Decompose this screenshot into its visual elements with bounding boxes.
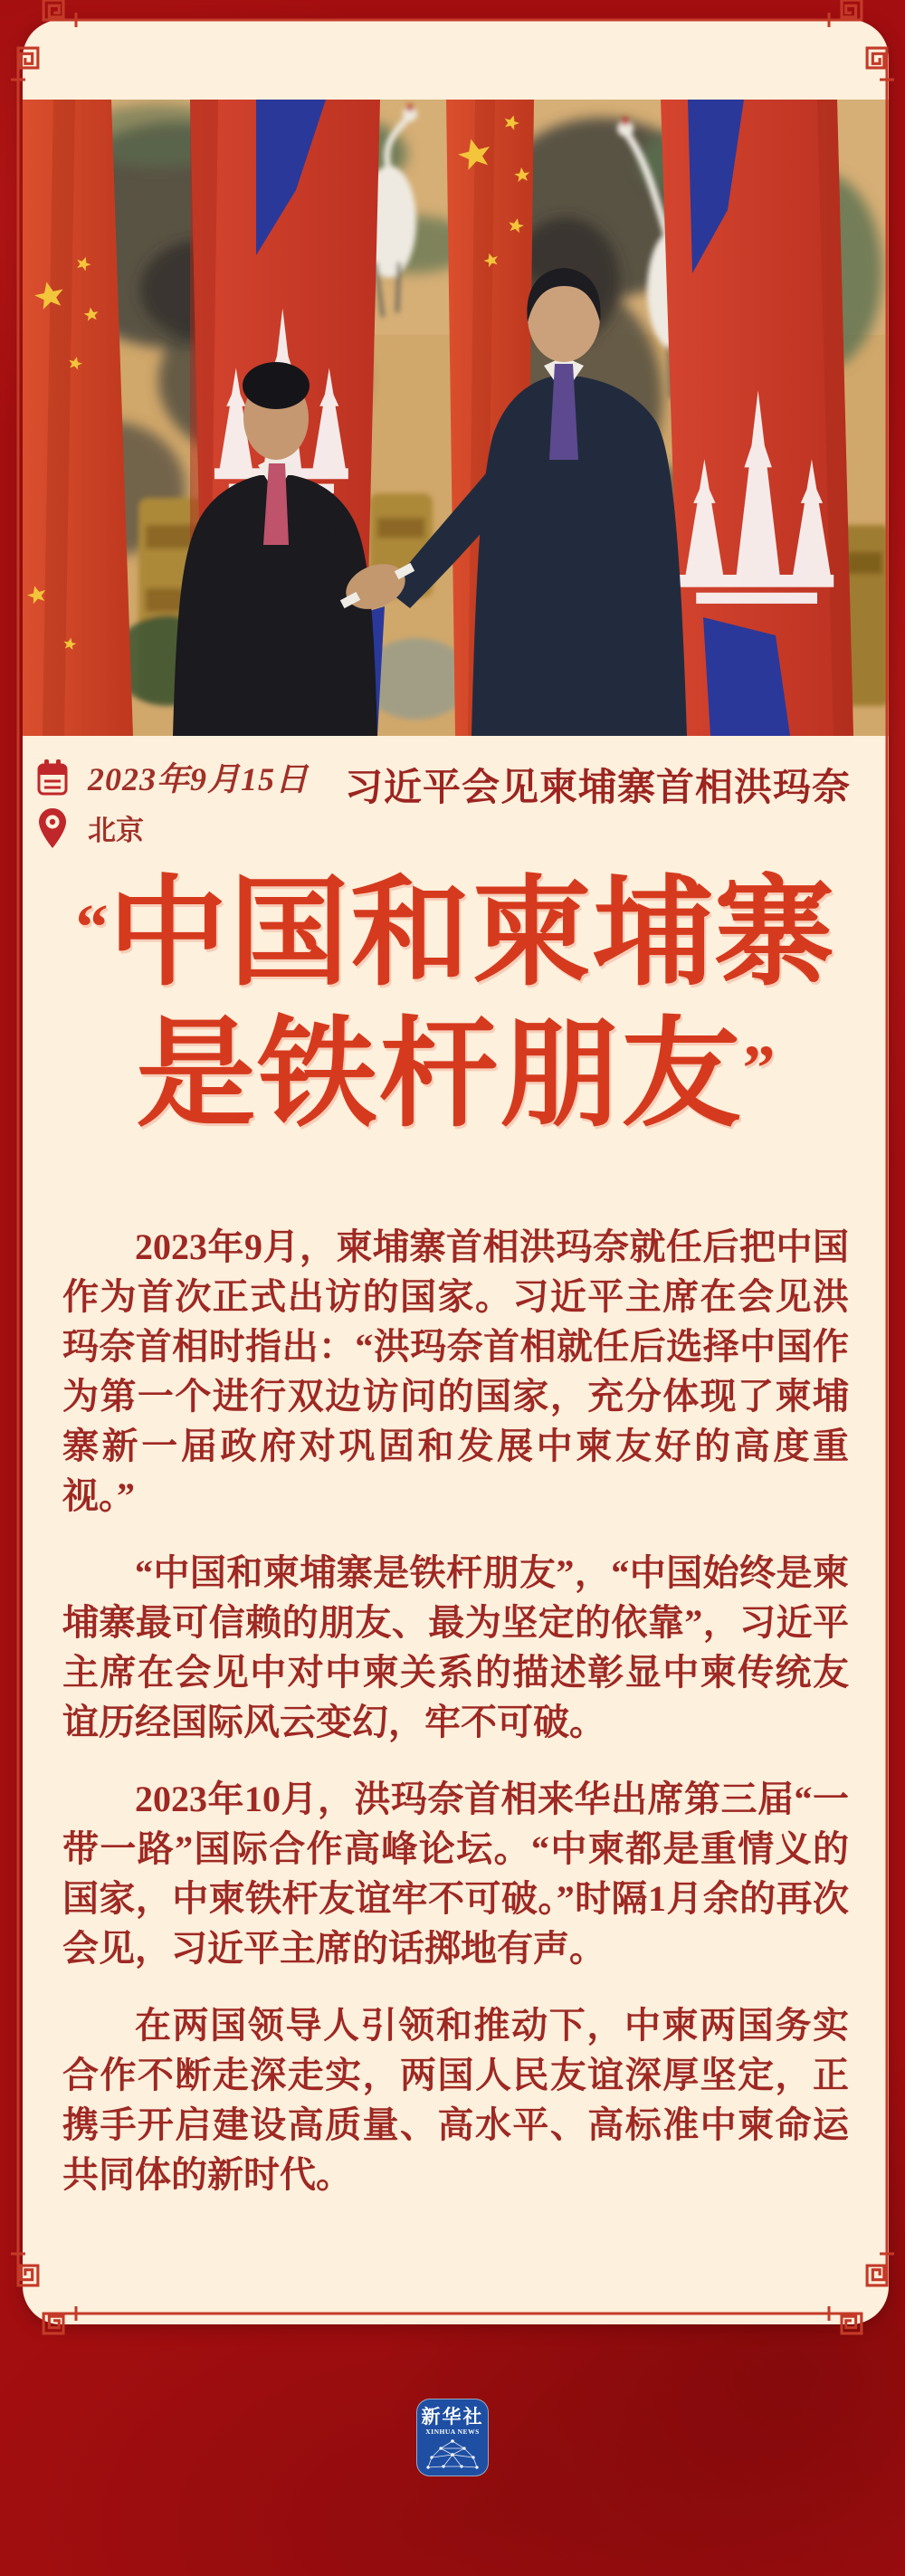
content-card	[23, 20, 889, 2324]
headline-text-2: 是铁杆朋友	[136, 1008, 743, 1141]
meta-row	[23, 739, 889, 848]
article-body	[23, 1222, 889, 2227]
paragraph-2: “中国和柬埔寨是铁杆朋友”，“中国始终是柬埔寨最可信赖的朋友、最为坚定的依靠”，习近平主席在会见中对中柬关系的描述彰显中柬传统友谊历经国际风云变幻，牢不可破。	[62, 1552, 849, 1742]
xinhua-logo	[416, 2399, 489, 2476]
close-quote: ”	[742, 1032, 776, 1104]
xinhua-logo-en: XINHUA NEWS	[425, 2428, 480, 2436]
date-row	[37, 754, 309, 800]
paragraph-1: 2023年9月，柬埔寨首相洪玛奈就任后把中国作为首次正式出访的国家。习近平主席在会见洪玛奈首相时指出：“洪玛奈首相就任后选择中国作为第一个进行双边访问的国家，充分体现了柬埔寨新一届政府对巩固和发展中柬友好的高度重视。”	[62, 1226, 849, 1516]
date-text: 2023年9月15日	[88, 761, 310, 797]
photo-xi-meets-hun-manet	[23, 100, 889, 736]
location-text: 北京	[88, 815, 144, 846]
paragraph-4: 在两国领导人引领和推动下，中柬两国务实合作不断走深走实，两国人民友谊深厚坚定，正携手开启建设高质量、高水平、高标准中柬命运共同体的新时代。	[62, 2005, 849, 2195]
headline-line-1	[23, 860, 889, 1001]
map-pin-icon	[37, 808, 68, 848]
headline	[23, 860, 889, 1142]
calendar-icon	[37, 758, 68, 797]
xinhua-logo-cn: 新华社	[421, 2406, 484, 2428]
network-constellation-icon	[424, 2437, 481, 2471]
paragraph-3: 2023年10月，洪玛奈首相来华出席第三届“一带一路”国际合作高峰论坛。“中柬都是重情义的国家，中柬铁杆友谊牢不可破。”时隔1月余的再次会见，习近平主席的话掷地有声。	[62, 1779, 849, 1969]
photo-caption: 习近平会见柬埔寨首相洪玛奈	[344, 768, 851, 809]
headline-line-2	[23, 1001, 889, 1142]
headline-text-1: 中国和柬埔寨	[108, 867, 836, 1000]
date-location-block	[37, 754, 309, 848]
location-row	[37, 807, 309, 848]
meeting-photo-illustration	[23, 100, 889, 736]
open-quote: “	[75, 891, 109, 963]
